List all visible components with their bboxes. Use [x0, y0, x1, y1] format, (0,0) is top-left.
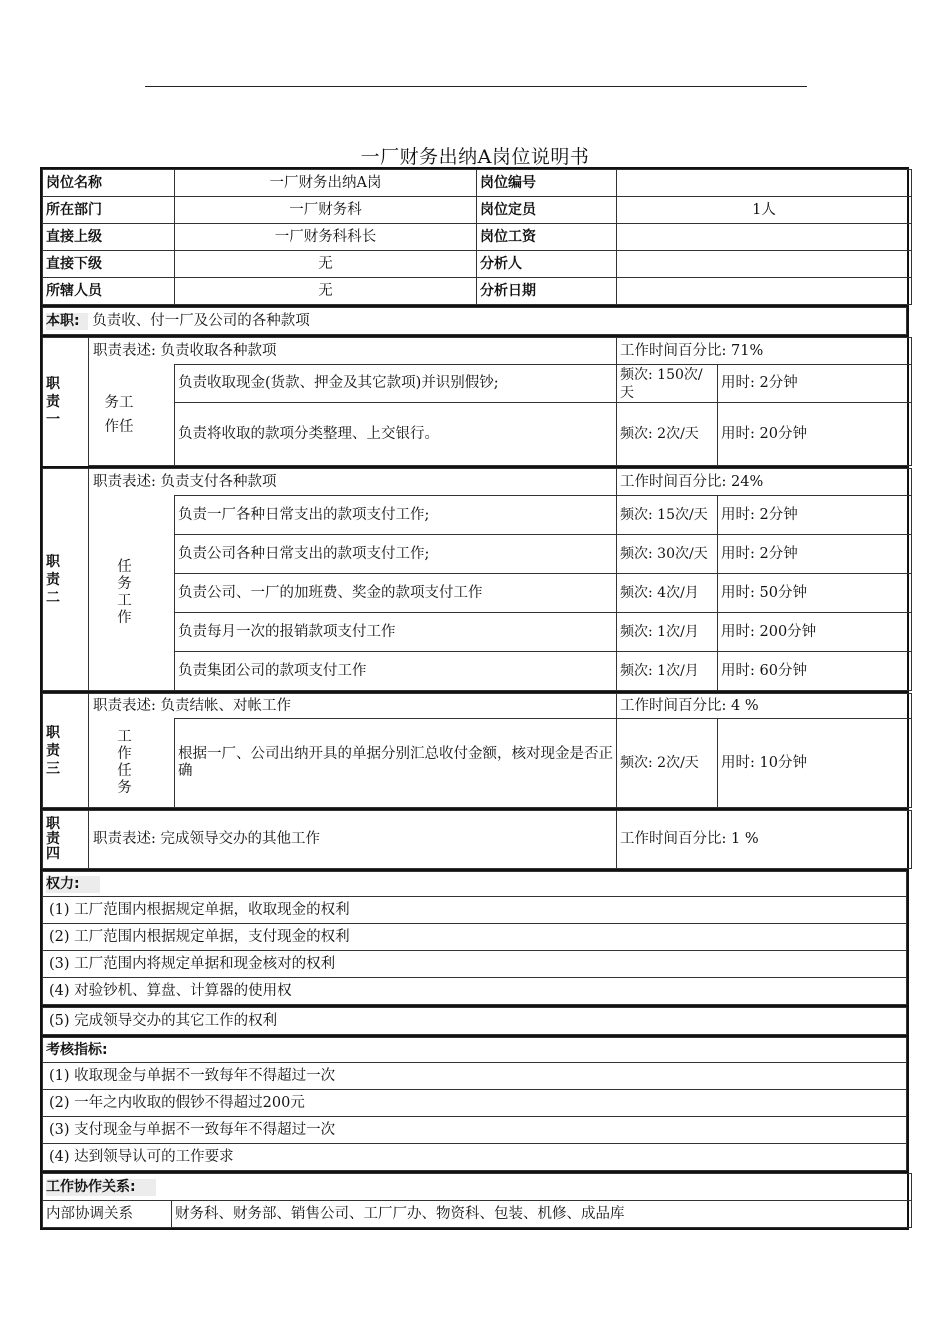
duty-1-percent: 工作时间百分比: 71% — [617, 338, 912, 365]
duty-1-task-1-freq: 频次: 150次/天 — [617, 365, 718, 403]
duty-4-name-text: 职责四 — [46, 816, 60, 862]
rights-item: (4) 对验钞机、算盘、计算器的使用权 — [43, 978, 907, 1005]
internal-coordination-value: 财务科、财务部、销售公司、工厂厂办、物资科、包装、机修、成品库 — [172, 1201, 912, 1228]
info-value — [617, 251, 912, 278]
duty-4-section — [40, 808, 909, 869]
duty-2-task-3-time: 用时: 50分钟 — [718, 574, 912, 613]
rights-section — [40, 869, 909, 1005]
info-value — [617, 170, 912, 197]
duty-2-percent: 工作时间百分比: 24% — [617, 469, 912, 496]
duty-2-task-4-text: 负责每月一次的报销款项支付工作 — [175, 613, 617, 652]
duty-1-task-1-time: 用时: 2分钟 — [718, 365, 912, 403]
info-row — [43, 197, 912, 224]
duty-2-name-text: 职责二 — [46, 553, 60, 606]
duty-1-name — [43, 338, 89, 466]
duty-1-task-2-time: 用时: 20分钟 — [718, 403, 912, 466]
cooperation-header — [43, 1174, 912, 1201]
duty-2-task-3-text: 负责公司、一厂的加班费、奖金的款项支付工作 — [175, 574, 617, 613]
duty-3-desc: 职责表述: 负责结帐、对帐工作 — [89, 694, 617, 719]
duty-2-desc: 职责表述: 负责支付各种款项 — [89, 469, 617, 496]
kpi-item: (2) 一年之内收取的假钞不得超过200元 — [43, 1090, 907, 1117]
rights-header — [43, 872, 907, 897]
info-value: 一厂财务科科长 — [175, 224, 477, 251]
info-value — [617, 278, 912, 305]
duty-1-task-1-text: 负责收取现金(货款、押金及其它款项)并识别假钞; — [175, 365, 617, 403]
info-value: 1人 — [617, 197, 912, 224]
duty-1-task-2-text: 负责将收取的款项分类整理、上交银行。 — [175, 403, 617, 466]
duty-summary-row — [43, 308, 907, 335]
duty-1-name-text: 职责一 — [46, 375, 60, 428]
cooperation-label: 工作协作关系: — [46, 1179, 156, 1196]
duty-2-task-5-time: 用时: 60分钟 — [718, 652, 912, 691]
rights-last-section — [40, 1005, 909, 1035]
kpi-item: (3) 支付现金与单据不一致每年不得超过一次 — [43, 1117, 907, 1144]
header-rule — [145, 86, 807, 87]
duty-3-task-1-freq: 频次: 2次/天 — [617, 719, 718, 808]
info-label: 直接下级 — [43, 251, 175, 278]
duty-summary-text: 负责收、付一厂及公司的各种款项 — [92, 312, 310, 329]
duty-4-desc: 职责表述: 完成领导交办的其他工作 — [89, 811, 617, 869]
duty-2-task-3-freq: 频次: 4次/月 — [617, 574, 718, 613]
duty-summary-section — [40, 305, 909, 335]
duty-3-task-1-text: 根据一厂、公司出纳开具的单据分别汇总收付金额，核对现金是否正确 — [175, 719, 617, 808]
info-value: 无 — [175, 251, 477, 278]
info-label: 岗位定员 — [477, 197, 617, 224]
duty-2-task-1-text: 负责一厂各种日常支出的款项支付工作; — [175, 496, 617, 535]
duty-2-task-2-text: 负责公司各种日常支出的款项支付工作; — [175, 535, 617, 574]
rights-label: 权力: — [46, 876, 100, 893]
duty-1-section — [40, 335, 909, 466]
duty-3-task-label — [89, 719, 175, 808]
info-label: 岗位工资 — [477, 224, 617, 251]
duty-3-task-label-text: 工作任务 — [117, 728, 132, 796]
rights-item: (5) 完成领导交办的其它工作的权利 — [43, 1008, 907, 1035]
info-label: 分析日期 — [477, 278, 617, 305]
duty-2-section — [40, 466, 909, 691]
duty-3-section — [40, 691, 909, 808]
info-value: 无 — [175, 278, 477, 305]
duty-2-task-4-freq: 频次: 1次/月 — [617, 613, 718, 652]
kpi-label: 考核指标: — [46, 1041, 108, 1058]
duty-1-task-label-text: 务工作任 — [104, 394, 134, 435]
duty-2-task-1-freq: 频次: 15次/天 — [617, 496, 718, 535]
rights-item: (2) 工厂范围内根据规定单据，支付现金的权利 — [43, 924, 907, 951]
info-value: 一厂财务科 — [175, 197, 477, 224]
info-row — [43, 251, 912, 278]
duty-2-task-label-text: 任务工作 — [117, 558, 132, 626]
duty-1-task-label — [89, 365, 175, 466]
info-value: 一厂财务出纳A岗 — [175, 170, 477, 197]
info-label: 岗位名称 — [43, 170, 175, 197]
duty-2-task-5-freq: 频次: 1次/月 — [617, 652, 718, 691]
info-label: 直接上级 — [43, 224, 175, 251]
duty-1-task-2-freq: 频次: 2次/天 — [617, 403, 718, 466]
duty-2-task-1-time: 用时: 2分钟 — [718, 496, 912, 535]
duty-3-name — [43, 694, 89, 808]
duty-4-name — [43, 811, 89, 869]
duty-1-desc: 职责表述: 负责收取各种款项 — [89, 338, 617, 365]
cooperation-section — [40, 1171, 909, 1230]
info-row — [43, 278, 912, 305]
duty-4-percent: 工作时间百分比: 1 % — [617, 811, 912, 869]
rights-item: (3) 工厂范围内将规定单据和现金核对的权利 — [43, 951, 907, 978]
job-description-form — [40, 167, 909, 1230]
duty-2-task-label — [89, 496, 175, 691]
kpi-item: (4) 达到领导认可的工作要求 — [43, 1144, 907, 1171]
kpi-section — [40, 1035, 909, 1171]
info-section — [40, 167, 909, 305]
kpi-header — [43, 1038, 907, 1063]
duty-2-task-5-text: 负责集团公司的款项支付工作 — [175, 652, 617, 691]
info-row — [43, 224, 912, 251]
info-row — [43, 170, 912, 197]
duty-3-name-text: 职责三 — [46, 724, 60, 777]
document-title: 一厂财务出纳A岗位说明书 — [360, 146, 590, 168]
duty-3-percent: 工作时间百分比: 4 % — [617, 694, 912, 719]
info-label: 岗位编号 — [477, 170, 617, 197]
duty-2-name — [43, 469, 89, 691]
info-label: 所在部门 — [43, 197, 175, 224]
duty-2-task-2-freq: 频次: 30次/天 — [617, 535, 718, 574]
duty-summary-label: 本职: — [46, 313, 88, 330]
kpi-item: (1) 收取现金与单据不一致每年不得超过一次 — [43, 1063, 907, 1090]
info-value — [617, 224, 912, 251]
info-label: 所辖人员 — [43, 278, 175, 305]
duty-2-task-2-time: 用时: 2分钟 — [718, 535, 912, 574]
duty-3-task-1-time: 用时: 10分钟 — [718, 719, 912, 808]
internal-coordination-label: 内部协调关系 — [43, 1201, 172, 1228]
duty-2-task-4-time: 用时: 200分钟 — [718, 613, 912, 652]
rights-item: (1) 工厂范围内根据规定单据，收取现金的权利 — [43, 897, 907, 924]
info-label: 分析人 — [477, 251, 617, 278]
